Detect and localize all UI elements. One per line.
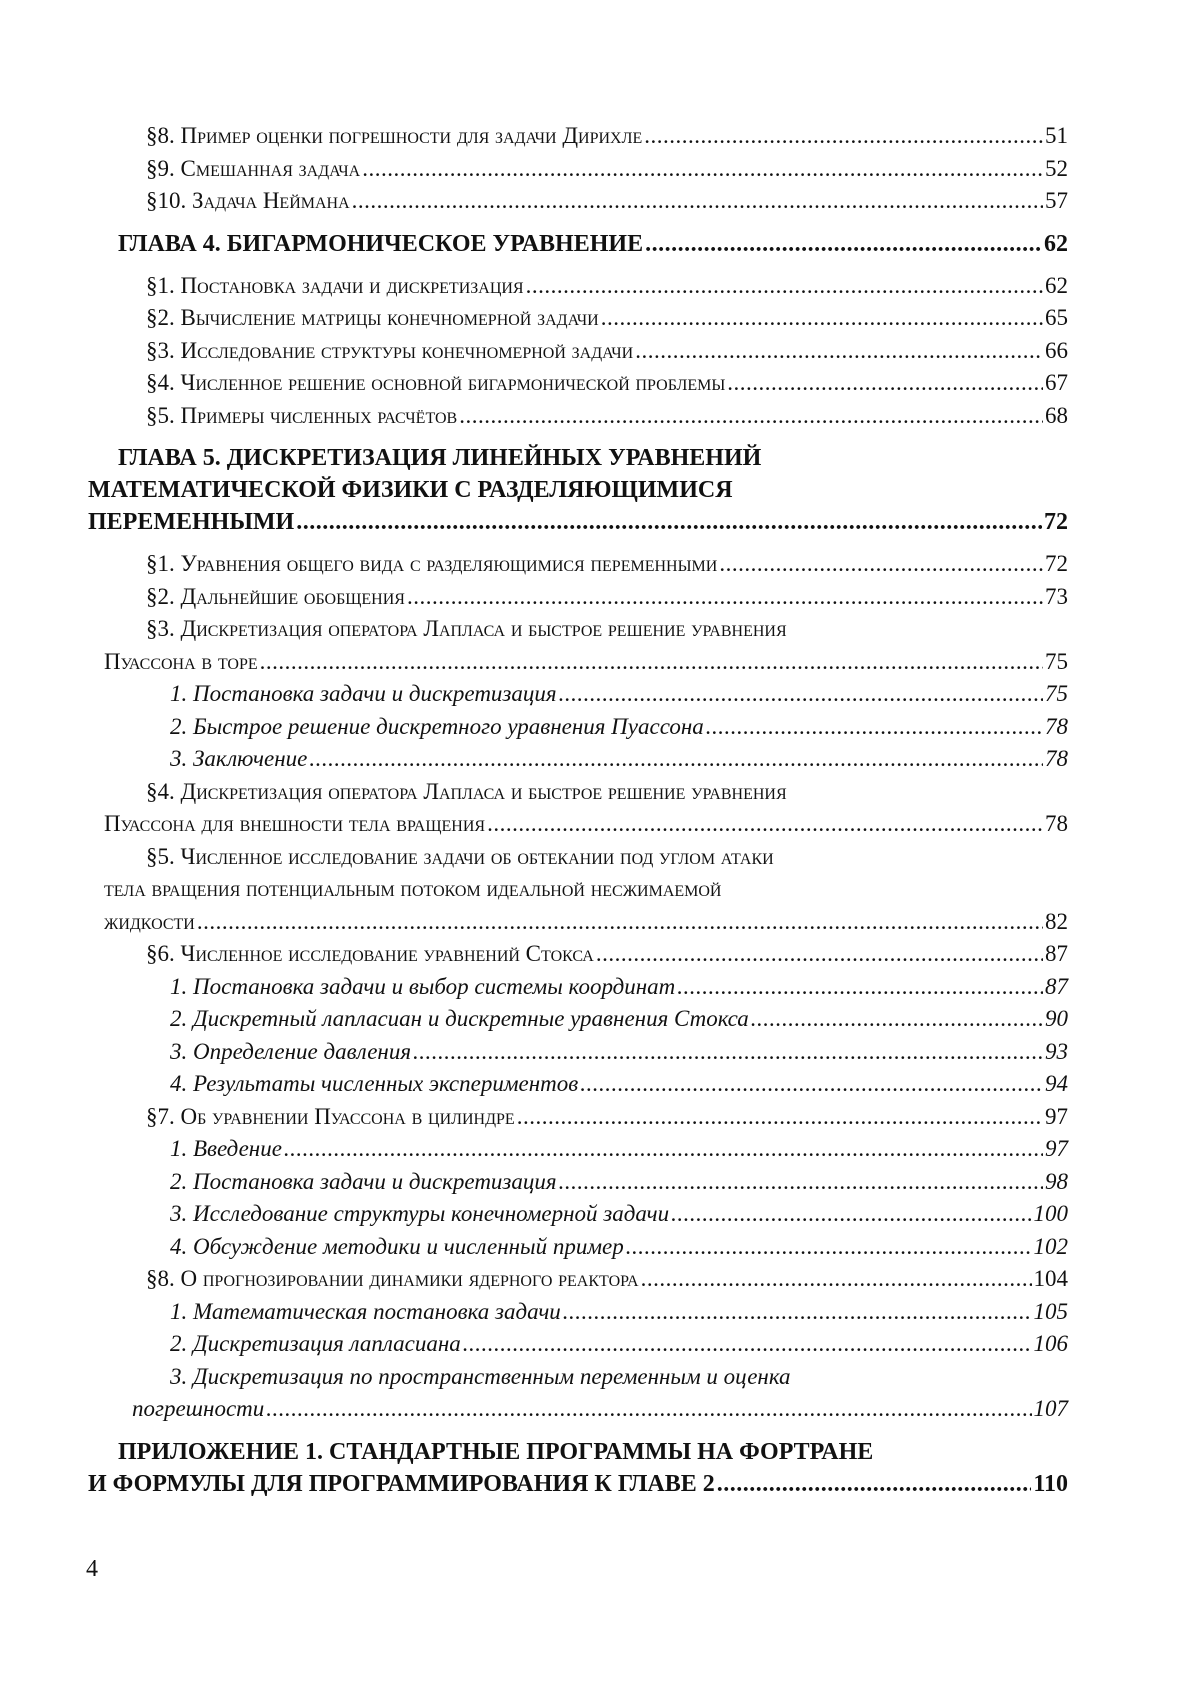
toc-entry bbox=[88, 1296, 1068, 1329]
toc-entry-title: §4. Численное решение основной бигармонической проблемы bbox=[146, 370, 726, 395]
toc-entry bbox=[88, 581, 1068, 614]
toc-entry-line bbox=[88, 938, 1068, 971]
toc-entry bbox=[88, 1133, 1068, 1166]
toc-entry-title: §7. Об уравнении Пуассона в цилиндре bbox=[146, 1103, 515, 1129]
toc-entry bbox=[88, 302, 1068, 335]
toc-entry bbox=[88, 938, 1068, 971]
dot-leader bbox=[644, 120, 1043, 153]
toc-page-number: 75 bbox=[1045, 681, 1068, 706]
toc-entry-title: §10. Задача Неймана bbox=[146, 188, 350, 213]
toc-entry-title: §8. Пример оценки погрешности для задачи Дирихле bbox=[146, 123, 643, 148]
toc-entry-line bbox=[88, 228, 1068, 260]
toc-entry-title: 2. Дискретизация лапласиана bbox=[170, 1331, 461, 1356]
dot-leader bbox=[671, 1198, 1031, 1231]
toc-entry-title: тела вращения потенциальным потоком идеальной несжимаемой bbox=[104, 876, 722, 901]
dot-leader bbox=[260, 646, 1043, 679]
dot-leader bbox=[563, 1296, 1032, 1329]
toc-entry-title: ГЛАВА 4. БИГАРМОНИЧЕСКОЕ УРАВНЕНИЕ bbox=[118, 230, 644, 257]
table-of-contents bbox=[88, 120, 1068, 1510]
toc-entry bbox=[88, 367, 1068, 400]
toc-entry-title: Пуассона в торе bbox=[104, 648, 258, 674]
toc-page-number: 97 bbox=[1045, 1136, 1068, 1161]
dot-leader bbox=[517, 1101, 1043, 1134]
toc-page-number: 106 bbox=[1033, 1331, 1068, 1356]
toc-entry-title: §5. Примеры численных расчётов bbox=[146, 402, 458, 428]
dot-leader bbox=[626, 1231, 1032, 1264]
toc-entry-line bbox=[88, 1101, 1068, 1134]
dot-leader bbox=[677, 971, 1043, 1004]
dot-leader bbox=[459, 400, 1043, 433]
dot-leader bbox=[645, 228, 1042, 260]
toc-entry bbox=[88, 442, 1068, 538]
toc-page-number: 75 bbox=[1045, 648, 1068, 674]
toc-page-number: 66 bbox=[1045, 337, 1068, 363]
dot-leader bbox=[487, 808, 1043, 841]
toc-entry-line bbox=[88, 270, 1068, 303]
toc-entry-line bbox=[88, 808, 1068, 841]
toc-entry-title: §3. Исследование структуры конечномерной задачи bbox=[146, 337, 634, 363]
toc-entry-title: ПРИЛОЖЕНИЕ 1. СТАНДАРТНЫЕ ПРОГРАММЫ НА ФОРТРАНЕ bbox=[118, 1438, 874, 1465]
toc-entry bbox=[88, 1166, 1068, 1199]
toc-entry-title: §8. О прогнозировании динамики ядерного реактора bbox=[146, 1266, 639, 1291]
toc-entry-line bbox=[88, 185, 1068, 218]
toc-entry-title: ПЕРЕМЕННЫМИ bbox=[88, 509, 295, 535]
toc-entry-line bbox=[88, 971, 1068, 1004]
toc-entry-title: §1. Уравнения общего вида с разделяющимися переменными bbox=[146, 551, 718, 576]
toc-page-number: 87 bbox=[1045, 941, 1068, 966]
toc-entry bbox=[88, 1436, 1068, 1500]
dot-leader bbox=[463, 1328, 1032, 1361]
toc-entry bbox=[88, 1198, 1068, 1231]
toc-page-number: 100 bbox=[1033, 1201, 1068, 1226]
dot-leader bbox=[197, 906, 1043, 939]
toc-entry-title: МАТЕМАТИЧЕСКОЙ ФИЗИКИ С РАЗДЕЛЯЮЩИМИСЯ bbox=[88, 477, 733, 503]
toc-page-number: 78 bbox=[1045, 713, 1068, 739]
dot-leader bbox=[635, 335, 1043, 368]
dot-leader bbox=[352, 185, 1043, 218]
toc-entry-title: 4. Результаты численных экспериментов bbox=[170, 1071, 579, 1096]
toc-entry-line bbox=[88, 1393, 1068, 1426]
dot-leader bbox=[580, 1068, 1043, 1101]
toc-entry-line bbox=[88, 1003, 1068, 1036]
toc-page-number: 62 bbox=[1045, 272, 1068, 298]
toc-entry-line bbox=[88, 400, 1068, 433]
toc-entry-line bbox=[88, 678, 1068, 711]
dot-leader bbox=[559, 678, 1043, 711]
toc-entry-line bbox=[88, 646, 1068, 679]
toc-entry-title: §6. Численное исследование уравнений Стокса bbox=[146, 941, 594, 966]
toc-entry-line bbox=[88, 1263, 1068, 1296]
toc-page-number: 98 bbox=[1045, 1168, 1068, 1194]
dot-leader bbox=[751, 1003, 1043, 1036]
toc-page-number: 67 bbox=[1045, 370, 1068, 395]
toc-entry bbox=[88, 1231, 1068, 1264]
toc-entry-line bbox=[88, 474, 1068, 506]
toc-entry-line bbox=[88, 581, 1068, 614]
toc-entry bbox=[88, 270, 1068, 303]
toc-entry bbox=[88, 228, 1068, 260]
toc-entry-line bbox=[88, 1436, 1068, 1468]
dot-leader bbox=[309, 743, 1043, 776]
toc-entry-line bbox=[88, 302, 1068, 335]
toc-page-number: 72 bbox=[1045, 551, 1068, 576]
toc-page-number: 78 bbox=[1045, 746, 1068, 771]
toc-entry bbox=[88, 185, 1068, 218]
toc-entry-title: 2. Дискретный лапласиан и дискретные уравнения Стокса bbox=[170, 1006, 749, 1031]
toc-entry bbox=[88, 776, 1068, 841]
toc-entry-title: 1. Постановка задачи и выбор системы координат bbox=[170, 973, 676, 999]
toc-page-number: 73 bbox=[1045, 583, 1068, 609]
toc-page-number: 107 bbox=[1033, 1396, 1068, 1421]
dot-leader bbox=[727, 367, 1043, 400]
toc-page-number: 90 bbox=[1045, 1006, 1068, 1031]
toc-entry-line bbox=[88, 1231, 1068, 1264]
toc-entry bbox=[88, 1101, 1068, 1134]
toc-entry-title: 2. Постановка задачи и дискретизация bbox=[170, 1168, 557, 1194]
toc-entry bbox=[88, 400, 1068, 433]
toc-entry-title: 3. Дискретизация по пространственным переменным и оценка bbox=[170, 1363, 791, 1389]
toc-entry bbox=[88, 678, 1068, 711]
toc-entry-line bbox=[88, 442, 1068, 474]
toc-entry-line bbox=[88, 776, 1068, 809]
toc-entry-line bbox=[88, 120, 1068, 153]
toc-entry bbox=[88, 153, 1068, 186]
toc-page-number: 105 bbox=[1033, 1298, 1068, 1324]
toc-page-number: 82 bbox=[1045, 908, 1068, 934]
toc-entry-line bbox=[88, 1328, 1068, 1361]
toc-entry-title: §4. Дискретизация оператора Лапласа и быстрое решение уравнения bbox=[146, 778, 787, 804]
toc-entry-title: Пуассона для внешности тела вращения bbox=[104, 811, 486, 836]
toc-entry-title: §3. Дискретизация оператора Лапласа и быстрое решение уравнения bbox=[146, 616, 787, 641]
toc-entry-title: 3. Заключение bbox=[170, 746, 308, 771]
toc-entry-line bbox=[88, 1198, 1068, 1231]
toc-entry-line bbox=[88, 743, 1068, 776]
dot-leader bbox=[596, 938, 1043, 971]
toc-entry-line bbox=[88, 841, 1068, 874]
toc-page-number: 93 bbox=[1045, 1038, 1068, 1064]
toc-entry bbox=[88, 1328, 1068, 1361]
dot-leader bbox=[266, 1393, 1031, 1426]
toc-page-number: 94 bbox=[1045, 1071, 1068, 1096]
toc-page-number: 62 bbox=[1044, 230, 1068, 257]
toc-entry-title: 3. Исследование структуры конечномерной задачи bbox=[170, 1201, 670, 1226]
toc-entry-line bbox=[88, 1166, 1068, 1199]
dot-leader bbox=[296, 506, 1042, 538]
toc-entry-line bbox=[88, 613, 1068, 646]
dot-leader bbox=[284, 1133, 1043, 1166]
toc-entry-line bbox=[88, 367, 1068, 400]
toc-page-number: 102 bbox=[1033, 1233, 1068, 1259]
toc-entry bbox=[88, 841, 1068, 939]
toc-page-number: 78 bbox=[1045, 811, 1068, 836]
toc-entry bbox=[88, 548, 1068, 581]
dot-leader bbox=[362, 153, 1043, 186]
toc-entry-title: И ФОРМУЛЫ ДЛЯ ПРОГРАММИРОВАНИЯ К ГЛАВЕ 2 bbox=[88, 1470, 715, 1497]
toc-entry-line bbox=[88, 1468, 1068, 1500]
toc-page-number: 57 bbox=[1045, 188, 1068, 213]
toc-entry-line bbox=[88, 548, 1068, 581]
toc-entry-title: §5. Численное исследование задачи об обтекании под углом атаки bbox=[146, 843, 774, 869]
toc-entry-title: 1. Математическая постановка задачи bbox=[170, 1298, 561, 1324]
toc-page-number: 52 bbox=[1045, 155, 1068, 181]
toc-entry-line bbox=[88, 506, 1068, 538]
toc-entry-title: §2. Дальнейшие обобщения bbox=[146, 583, 405, 609]
dot-leader bbox=[407, 581, 1043, 614]
toc-entry-line bbox=[88, 1133, 1068, 1166]
toc-entry-title: §2. Вычисление матрицы конечномерной задачи bbox=[146, 305, 599, 330]
toc-page-number: 65 bbox=[1045, 305, 1068, 330]
toc-page-number: 110 bbox=[1033, 1470, 1068, 1497]
dot-leader bbox=[559, 1166, 1043, 1199]
toc-entry-line bbox=[88, 873, 1068, 906]
dot-leader bbox=[641, 1263, 1032, 1296]
toc-entry bbox=[88, 1036, 1068, 1069]
toc-entry-title: жидкости bbox=[104, 908, 195, 934]
dot-leader bbox=[601, 302, 1043, 335]
toc-page-number: 68 bbox=[1045, 402, 1068, 428]
toc-page-number: 97 bbox=[1045, 1103, 1068, 1129]
toc-entry-title: 2. Быстрое решение дискретного уравнения Пуассона bbox=[170, 713, 704, 739]
toc-entry-line bbox=[88, 1068, 1068, 1101]
dot-leader bbox=[706, 711, 1043, 744]
dot-leader bbox=[526, 270, 1043, 303]
toc-entry bbox=[88, 120, 1068, 153]
toc-entry-line bbox=[88, 1296, 1068, 1329]
dot-leader bbox=[413, 1036, 1043, 1069]
toc-entry-title: §1. Постановка задачи и дискретизация bbox=[146, 272, 524, 298]
toc-entry-title: 1. Постановка задачи и дискретизация bbox=[170, 681, 557, 706]
toc-page-number: 87 bbox=[1045, 973, 1068, 999]
toc-entry-title: 1. Введение bbox=[170, 1136, 282, 1161]
toc-entry-title: 3. Определение давления bbox=[170, 1038, 412, 1064]
page-number: 4 bbox=[86, 1556, 98, 1582]
dot-leader bbox=[717, 1468, 1032, 1500]
toc-page-number: 51 bbox=[1045, 123, 1068, 148]
toc-entry-title: ГЛАВА 5. ДИСКРЕТИЗАЦИЯ ЛИНЕЙНЫХ УРАВНЕНИЙ bbox=[118, 445, 762, 471]
dot-leader bbox=[719, 548, 1043, 581]
toc-entry bbox=[88, 1263, 1068, 1296]
toc-page-number: 104 bbox=[1033, 1266, 1068, 1291]
toc-entry-line bbox=[88, 1036, 1068, 1069]
toc-entry-line bbox=[88, 153, 1068, 186]
toc-entry-line bbox=[88, 906, 1068, 939]
toc-entry bbox=[88, 1003, 1068, 1036]
toc-page-number: 72 bbox=[1044, 509, 1068, 535]
toc-entry-line bbox=[88, 335, 1068, 368]
toc-entry bbox=[88, 743, 1068, 776]
toc-entry bbox=[88, 335, 1068, 368]
toc-entry-line bbox=[88, 1361, 1068, 1394]
toc-entry-title: погрешности bbox=[132, 1396, 265, 1421]
toc-entry-title: §9. Смешанная задача bbox=[146, 155, 361, 181]
toc-entry bbox=[88, 1068, 1068, 1101]
toc-entry bbox=[88, 971, 1068, 1004]
toc-entry bbox=[88, 1361, 1068, 1426]
toc-entry-title: 4. Обсуждение методики и численный пример bbox=[170, 1233, 624, 1259]
toc-entry bbox=[88, 711, 1068, 744]
toc-entry-line bbox=[88, 711, 1068, 744]
toc-entry bbox=[88, 613, 1068, 678]
